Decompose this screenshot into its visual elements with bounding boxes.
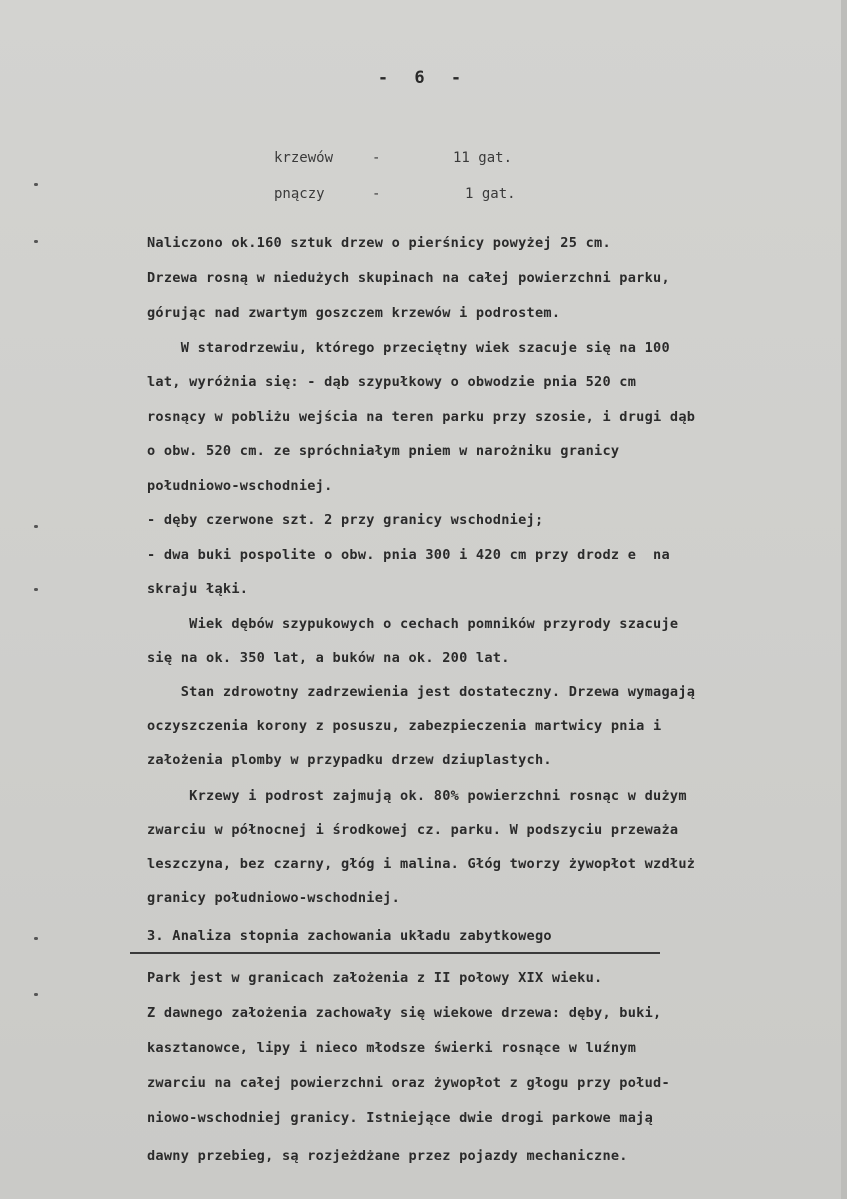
margin-mark bbox=[34, 588, 38, 591]
text-line: górując nad zwartym goszczem krzewów i podrostem. bbox=[147, 305, 561, 321]
text-line: o obw. 520 cm. ze spróchniałym pniem w narożniku granicy bbox=[147, 443, 620, 459]
text-line: zwarciu na całej powierzchni oraz żywopłot z głogu przy połud- bbox=[147, 1075, 670, 1091]
text-line: Drzewa rosną w niedużych skupinach na całej powierzchni parku, bbox=[147, 270, 670, 286]
page-number: - 6 - bbox=[377, 68, 470, 88]
count-value: 1 gat. bbox=[465, 186, 516, 202]
margin-mark bbox=[34, 240, 38, 243]
text-line: Naliczono ok.160 sztuk drzew o pierśnicy powyżej 25 cm. bbox=[147, 235, 611, 251]
text-line: Z dawnego założenia zachowały się wiekowe drzewa: dęby, buki, bbox=[147, 1005, 662, 1021]
count-dash: - bbox=[372, 150, 381, 166]
text-line: Park jest w granicach założenia z II połowy XIX wieku. bbox=[147, 970, 603, 986]
text-line: lat, wyróżnia się: - dąb szypułkowy o obwodzie pnia 520 cm bbox=[147, 374, 637, 390]
text-line: Wiek dębów szypukowych o cechach pomników przyrody szacuje bbox=[147, 616, 679, 632]
text-line: się na ok. 350 lat, a buków na ok. 200 lat. bbox=[147, 650, 510, 666]
section-heading: 3. Analiza stopnia zachowania układu zabytkowego bbox=[147, 928, 552, 944]
text-line: - dęby czerwone szt. 2 przy granicy wschodniej; bbox=[147, 512, 544, 528]
count-dash: - bbox=[372, 186, 381, 202]
text-line: południowo-wschodniej. bbox=[147, 478, 333, 494]
text-line: oczyszczenia korony z posuszu, zabezpieczenia martwicy pnia i bbox=[147, 718, 662, 734]
text-line: niowo-wschodniej granicy. Istniejące dwie drogi parkowe mają bbox=[147, 1110, 654, 1126]
text-line: kasztanowce, lipy i nieco młodsze świerki rosnące w luźnym bbox=[147, 1040, 637, 1056]
text-line: granicy południowo-wschodniej. bbox=[147, 890, 401, 906]
text-line: zwarciu w północnej i środkowej cz. parku. W podszyciu przeważa bbox=[147, 822, 679, 838]
margin-mark bbox=[34, 937, 38, 940]
text-line: Stan zdrowotny zadrzewienia jest dostateczny. Drzewa wymagają bbox=[147, 684, 696, 700]
margin-mark bbox=[34, 993, 38, 996]
text-line: dawny przebieg, są rozjeżdżane przez pojazdy mechaniczne. bbox=[147, 1148, 628, 1164]
count-label: pnączy bbox=[274, 186, 325, 202]
text-line: założenia plomby w przypadku drzew dziuplastych. bbox=[147, 752, 552, 768]
text-line: leszczyna, bez czarny, głóg i malina. Głóg tworzy żywopłot wzdłuż bbox=[147, 856, 696, 872]
margin-mark bbox=[34, 525, 38, 528]
margin-mark bbox=[34, 183, 38, 186]
text-line: skraju łąki. bbox=[147, 581, 249, 597]
text-line: Krzewy i podrost zajmują ok. 80% powierzchni rosnąc w dużym bbox=[147, 788, 687, 804]
count-label: krzewów bbox=[274, 150, 334, 166]
heading-underline bbox=[130, 952, 660, 954]
text-line: W starodrzewiu, którego przeciętny wiek szacuje się na 100 bbox=[147, 340, 670, 356]
count-value: 11 gat. bbox=[453, 150, 513, 166]
text-line: rosnący w pobliżu wejścia na teren parku przy szosie, i drugi dąb bbox=[147, 409, 696, 425]
text-line: - dwa buki pospolite o obw. pnia 300 i 420 cm przy drodz e na bbox=[147, 547, 670, 563]
